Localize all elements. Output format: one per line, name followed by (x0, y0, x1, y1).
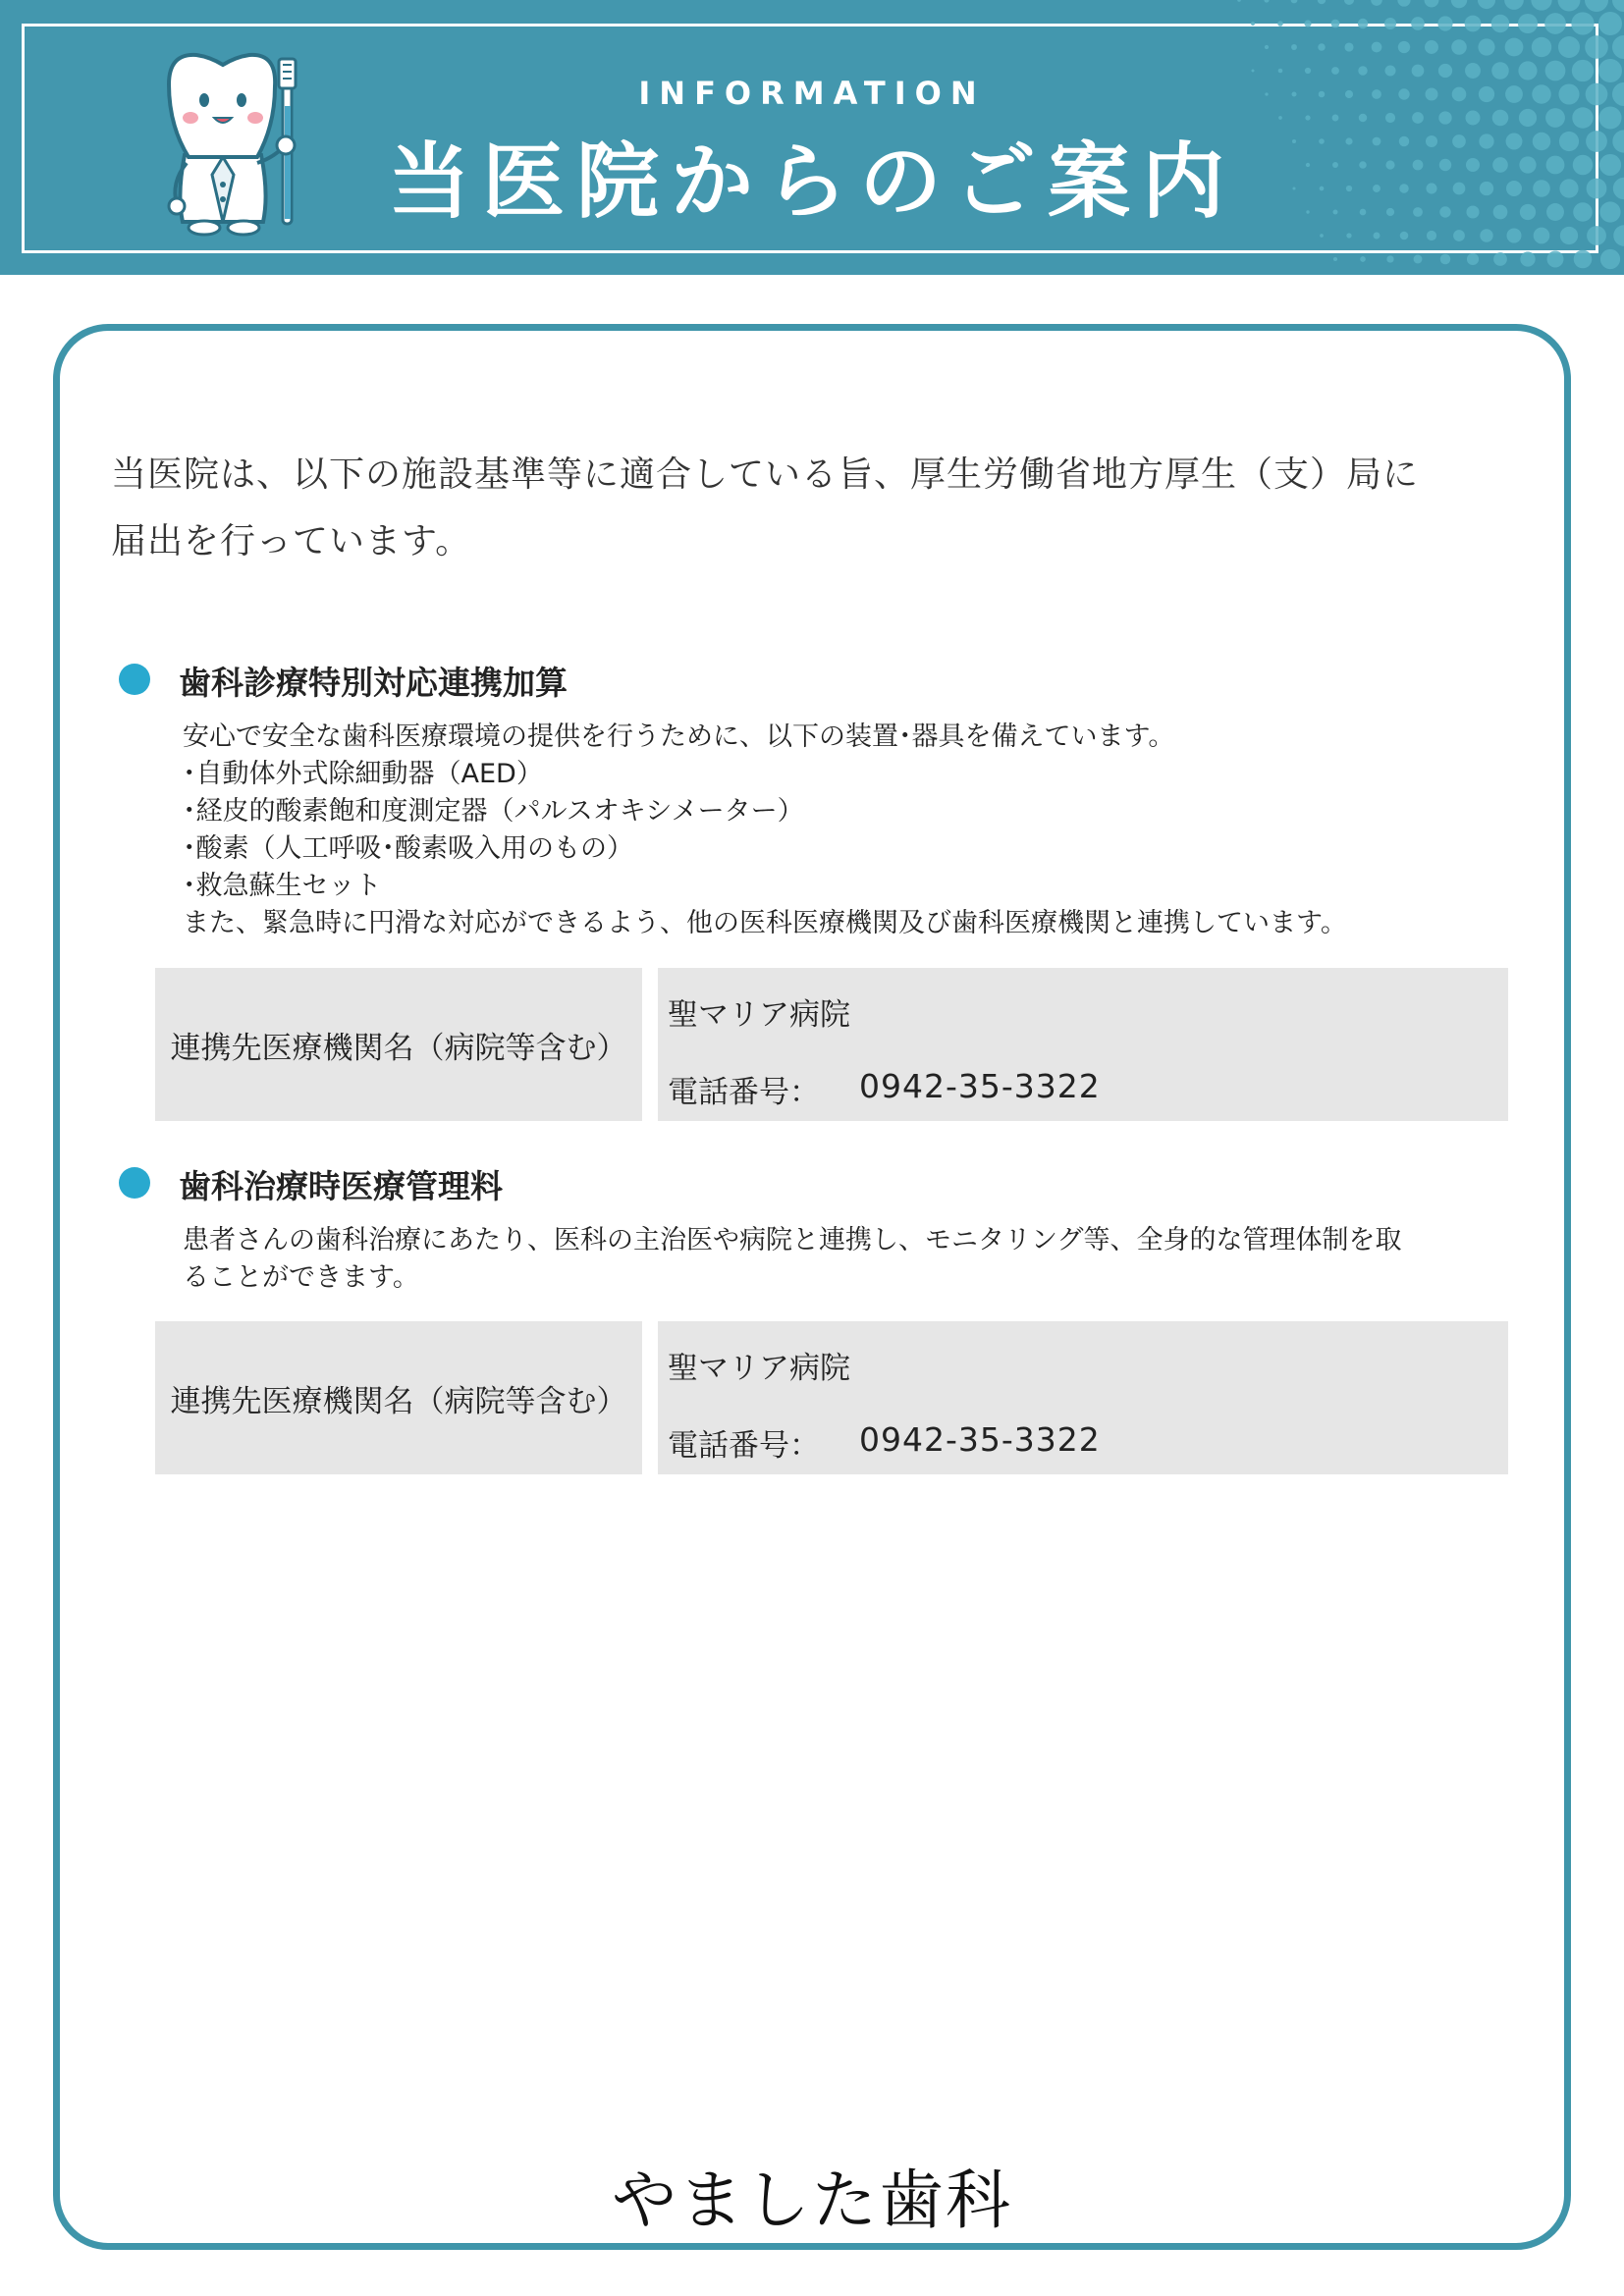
section-line: ･酸素（人工呼吸･酸素吸入用のもの） (183, 833, 633, 864)
section-bullet-icon (119, 1167, 150, 1199)
section-line: また、緊急時に円滑な対応ができるよう、他の医科医療機関及び歯科医療機関と連携しています。 (183, 908, 1347, 938)
table-value-cell (658, 1321, 1508, 1474)
hospital-name: 聖マリア病院 (668, 1351, 850, 1386)
clinic-name: やました歯科 (612, 2163, 1012, 2238)
table-label-cell (155, 1321, 642, 1474)
section-title: 歯科治療時医療管理料 (179, 1167, 503, 1205)
section-body (183, 719, 1508, 942)
phone-label: 電話番号： (668, 1075, 820, 1110)
section-body (183, 1222, 1508, 1297)
intro-paragraph (111, 442, 1525, 575)
table-label: 連携先医療機関名（病院等含む） (170, 1030, 627, 1066)
section-bullet-icon (119, 664, 150, 695)
section-line: 安心で安全な歯科医療環境の提供を行うために、以下の装置･器具を備えています。 (183, 721, 1175, 752)
table-value-cell (658, 968, 1508, 1121)
page-title: 当医院からのご案内 (387, 133, 1236, 230)
hospital-name: 聖マリア病院 (668, 997, 850, 1033)
section-line: ることができます。 (183, 1262, 419, 1293)
intro-line: 届出を行っています。 (111, 521, 472, 561)
section-title: 歯科診療特別対応連携加算 (179, 664, 568, 702)
table-label: 連携先医療機関名（病院等含む） (170, 1383, 627, 1419)
intro-line: 当医院は、以下の施設基準等に適合している旨、厚生労働省地方厚生（支）局に (111, 454, 1420, 495)
table-label-cell (155, 968, 642, 1121)
banner-subtitle: INFORMATION (638, 75, 986, 112)
phone-number: 0942-35-3322 (859, 1420, 1101, 1459)
section-line: 患者さんの歯科治療にあたり、医科の主治医や病院と連携し、モニタリング等、全身的な管理体制を取 (183, 1225, 1402, 1255)
phone-number: 0942-35-3322 (859, 1067, 1101, 1105)
section-line: ･救急蘇生セット (183, 871, 382, 901)
section-line: ･経皮的酸素飽和度測定器（パルスオキシメーター） (183, 796, 804, 827)
phone-label: 電話番号： (668, 1428, 820, 1464)
header-banner (0, 0, 1624, 275)
section-line: ･自動体外式除細動器（AED） (183, 759, 543, 789)
